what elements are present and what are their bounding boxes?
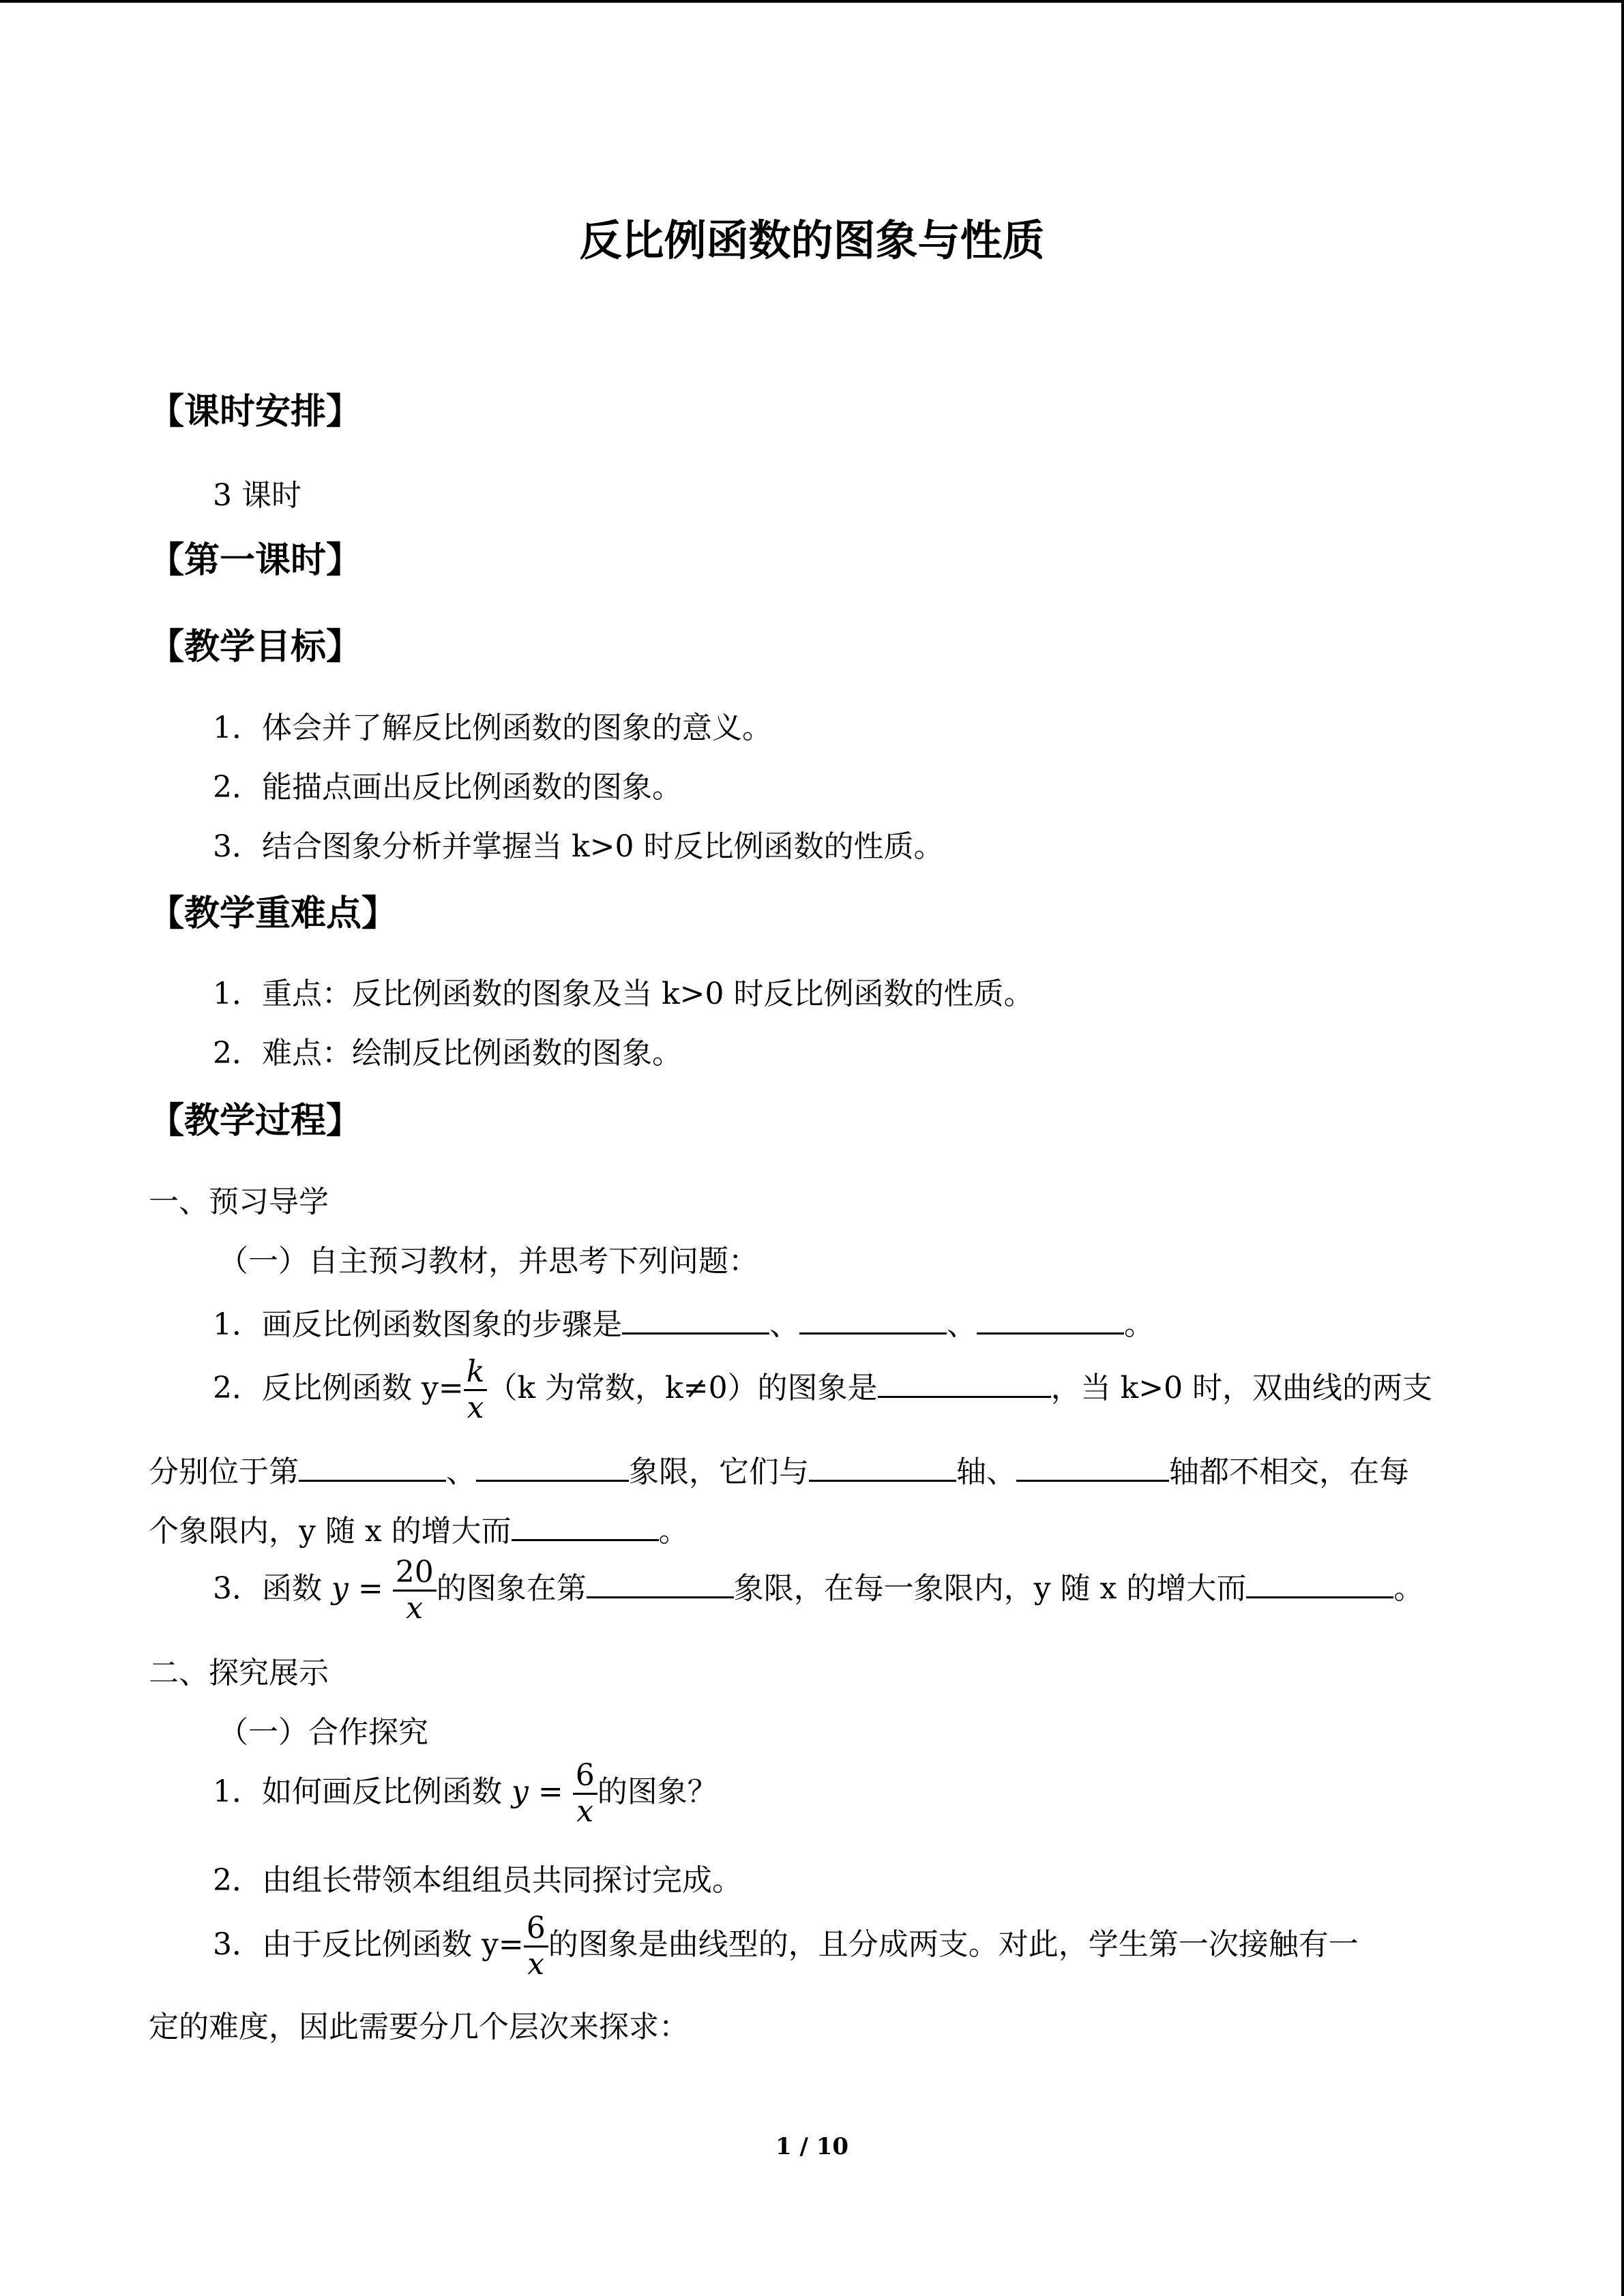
part2-question-3-line-2: 定的难度，因此需要分几个层次来探求： <box>149 2010 689 2044</box>
objective-item: 2．能描点画出反比例函数的图象。 <box>213 770 682 805</box>
heading-objectives: 【教学目标】 <box>149 626 362 668</box>
period: 。 <box>1393 1571 1424 1606</box>
part1-subheading: （一）自主预习教材，并思考下列问题： <box>218 1244 758 1279</box>
answer-blank[interactable] <box>809 1450 956 1482</box>
question-text: 1．画反比例函数图象的步骤是 <box>213 1307 622 1342</box>
arrangement-value: 3 课时 <box>213 478 301 513</box>
fraction-numerator: k <box>464 1355 488 1391</box>
part1-question-3 <box>213 1553 1423 1626</box>
question-text: 的图象？ <box>597 1774 718 1809</box>
math-equals: = <box>528 1774 573 1809</box>
heading-keypoints: 【教学重难点】 <box>149 893 398 934</box>
question-text: 轴都不相交，在每 <box>1169 1455 1409 1489</box>
part2-question-3 <box>213 1909 1359 1982</box>
answer-blank[interactable] <box>299 1450 446 1482</box>
period: 。 <box>658 1514 689 1549</box>
fraction-6-over-x <box>524 1911 548 1982</box>
question-text: 3．由于反比例函数 y= <box>213 1927 524 1962</box>
fraction-20-over-x <box>393 1555 437 1626</box>
part1-heading: 一、预习导学 <box>149 1184 329 1219</box>
heading-arrangement: 【课时安排】 <box>149 391 362 432</box>
answer-blank[interactable] <box>799 1302 947 1335</box>
fraction-numerator: 6 <box>524 1911 548 1948</box>
question-text: 象限，它们与 <box>629 1455 809 1489</box>
separator: 、 <box>947 1307 977 1342</box>
part1-question-2 <box>213 1352 1432 1425</box>
math-variable: y <box>512 1774 529 1809</box>
math-variable: y <box>331 1571 349 1606</box>
answer-blank[interactable] <box>622 1302 769 1335</box>
answer-blank[interactable] <box>1246 1566 1393 1598</box>
document-title: 反比例函数的图象与性质 <box>579 215 1045 265</box>
question-text: 象限，在每一象限内，y 随 x 的增大而 <box>733 1571 1247 1606</box>
part2-question-2: 2．由组长带领本组组员共同探讨完成。 <box>213 1863 742 1898</box>
period: 。 <box>1124 1307 1154 1342</box>
fraction-denominator: x <box>467 1390 484 1425</box>
answer-blank[interactable] <box>512 1509 659 1541</box>
fraction-k-over-x <box>464 1355 488 1425</box>
fraction-numerator: 20 <box>393 1555 437 1592</box>
heading-first-lesson: 【第一课时】 <box>149 539 362 581</box>
fraction-denominator: x <box>406 1591 424 1626</box>
question-text: ，当 k>0 时，双曲线的两支 <box>1050 1371 1433 1405</box>
answer-blank[interactable] <box>1016 1450 1169 1482</box>
question-text: 分别位于第 <box>149 1455 299 1489</box>
answer-blank[interactable] <box>878 1366 1051 1398</box>
question-text: 的图象是曲线型的，且分成两支。对此，学生第一次接触有一 <box>548 1927 1359 1962</box>
keypoint-item: 1．重点：反比例函数的图象及当 k>0 时反比例函数的性质。 <box>213 976 1034 1011</box>
question-text: 轴、 <box>956 1455 1016 1489</box>
math-equals: = <box>348 1571 393 1606</box>
question-text: 的图象在第 <box>436 1571 587 1606</box>
objective-item: 1．体会并了解反比例函数的图象的意义。 <box>213 711 772 745</box>
separator: 、 <box>769 1307 799 1342</box>
question-text: 2．反比例函数 y= <box>213 1371 464 1405</box>
fraction-numerator: 6 <box>573 1759 597 1795</box>
question-text: 个象限内，y 随 x 的增大而 <box>149 1514 512 1549</box>
question-text: 3．函数 <box>213 1571 322 1606</box>
question-text: （k 为常数，k≠0）的图象是 <box>487 1371 878 1405</box>
page-number: 1 / 10 <box>775 2133 849 2160</box>
fraction-6-over-x <box>573 1759 597 1829</box>
separator: 、 <box>446 1455 476 1489</box>
keypoint-item: 2．难点：绘制反比例函数的图象。 <box>213 1036 682 1071</box>
answer-blank[interactable] <box>977 1302 1124 1335</box>
page-border-top <box>0 0 1624 3</box>
answer-blank[interactable] <box>476 1450 629 1482</box>
fraction-denominator: x <box>576 1794 594 1829</box>
question-text: 1．如何画反比例函数 <box>213 1774 502 1809</box>
part2-question-1 <box>213 1756 718 1829</box>
part1-question-1 <box>213 1302 1154 1345</box>
page-border-right <box>1621 0 1624 2296</box>
fraction-denominator: x <box>527 1947 545 1982</box>
heading-process: 【教学过程】 <box>149 1100 362 1142</box>
part1-question-2-line-2 <box>149 1450 1409 1493</box>
part2-subheading: （一）合作探究 <box>218 1715 428 1750</box>
objective-item: 3．结合图象分析并掌握当 k>0 时反比例函数的性质。 <box>213 829 944 864</box>
part1-question-2-line-3 <box>149 1509 689 1552</box>
part2-heading: 二、探究展示 <box>149 1656 329 1690</box>
answer-blank[interactable] <box>587 1566 734 1598</box>
